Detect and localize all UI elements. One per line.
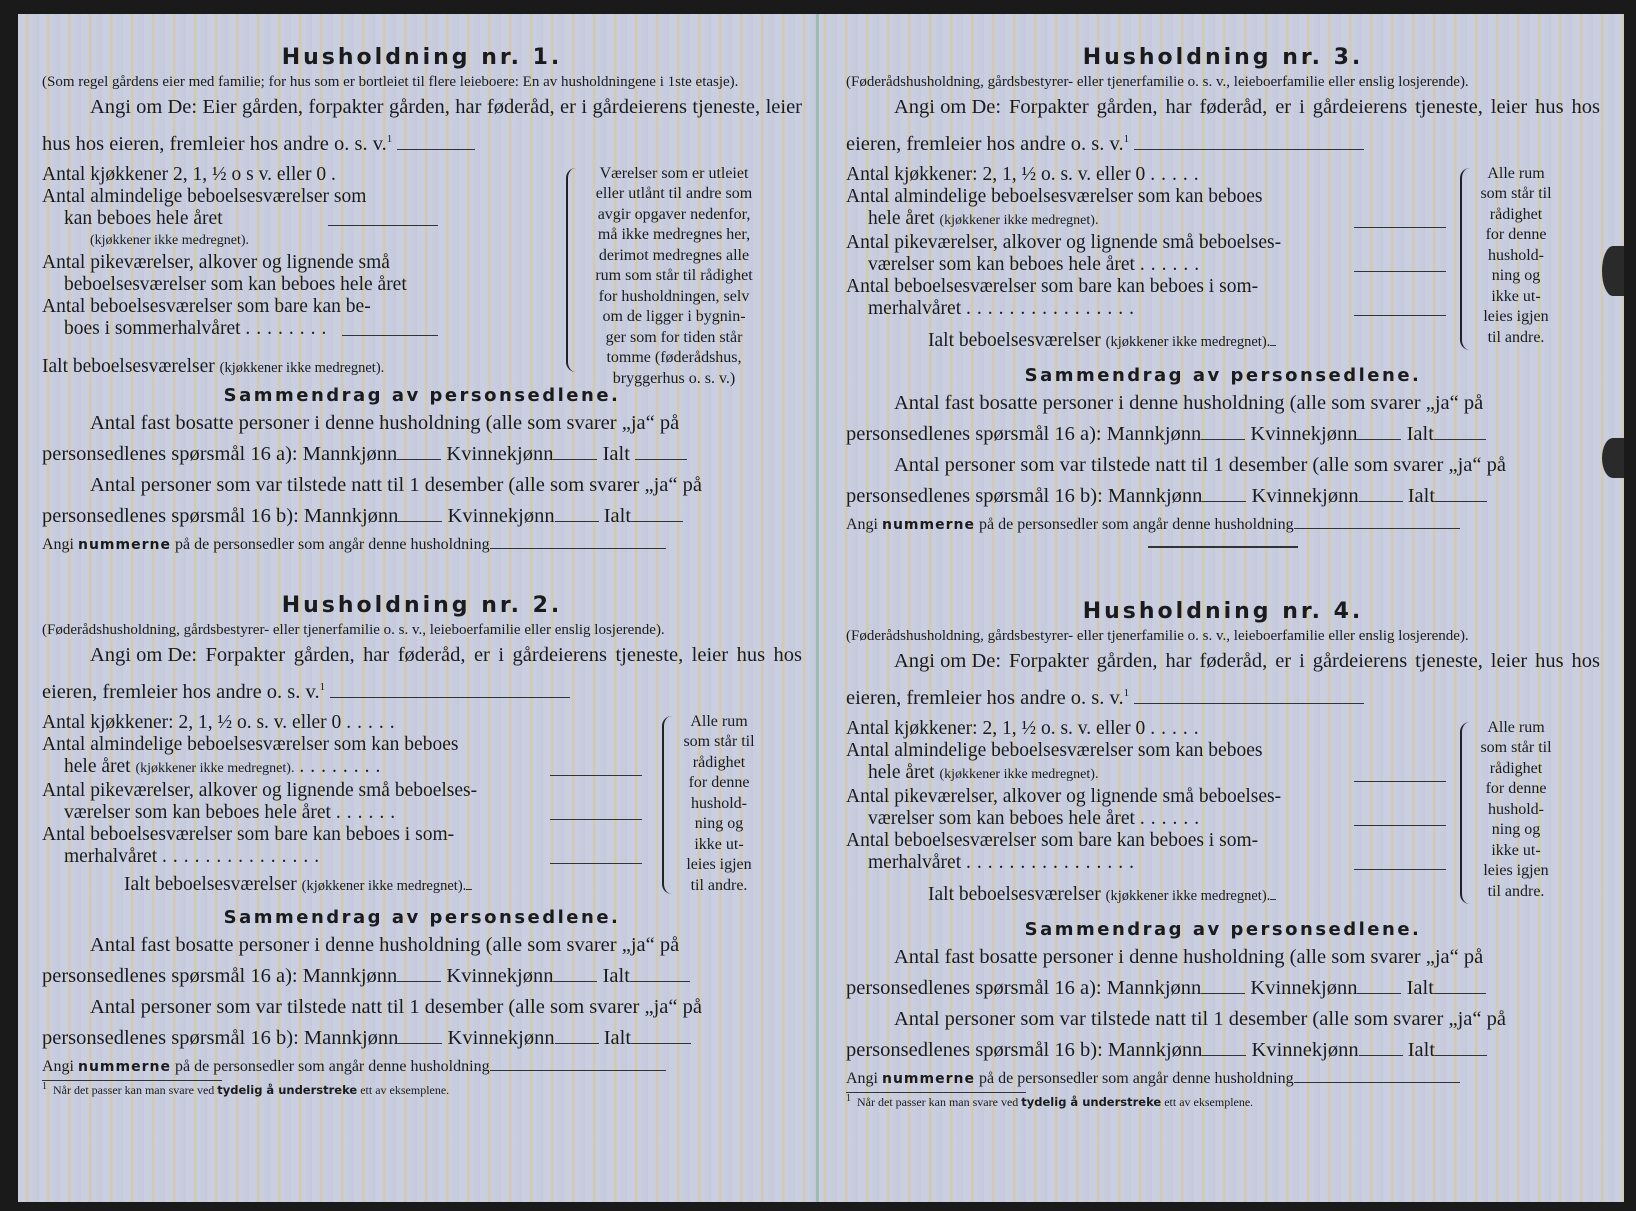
answer-line[interactable] <box>330 696 570 698</box>
kitchens-question: Antal kjøkkener: 2, 1, ½ o. s. v. eller 0 ..... <box>846 717 1205 739</box>
total-rooms: Ialt beboelsesværelser (kjøkkener ikke medregnet). <box>42 355 385 377</box>
rooms-instruction: Alle rum som står til rådighet for denne hushold- ning og ikke ut- leies igjen til andre. <box>683 712 755 894</box>
page-fold-crease <box>816 14 819 1202</box>
living-rooms-question-cont: hele året (kjøkkener ikke medregnet). <box>846 762 1446 786</box>
household-title: Husholdning nr. 4. <box>1082 599 1364 624</box>
maid-rooms-answer[interactable] <box>1354 271 1446 272</box>
summary-resident-question: Antal fast bosatte personer i denne husholdning (alle som svarer „ja“ på <box>894 945 1484 968</box>
footnote: $^1$ Når det passer kan man svare ved tydelig å understreke ett av eksemplene. <box>846 1092 1254 1109</box>
edge-damage <box>1602 438 1624 478</box>
living-rooms-note: (kjøkkener ikke medregnet). <box>90 232 249 248</box>
summary-present-answers: personsedlenes spørsmål 16 b): Mannkjønn Kvinnekjønn Ialt <box>846 481 1600 512</box>
room-counts <box>42 163 802 387</box>
summer-rooms-question-cont: merhalvåret ................ <box>846 298 1446 320</box>
person-numbers: Angi nummerne på de personsedler som angår denne husholdning <box>846 1068 1600 1090</box>
room-counts <box>846 718 1600 914</box>
summer-rooms-answer[interactable] <box>1354 869 1446 870</box>
living-rooms-answer[interactable] <box>1354 781 1446 782</box>
footnote-mark: 1 <box>319 681 326 693</box>
summary <box>846 942 1600 1066</box>
maid-rooms-question-cont: værelser som kan beboes hele året ...... <box>846 254 1446 276</box>
rooms-instruction: Alle rum som står til rådighet for denne hushold- ning og ikke ut- leies igjen til andre. <box>1480 718 1552 900</box>
rooms-instruction: Værelser som er utleiet eller utlånt til andre som avgir opgaver nedenfor, må ikke medregnes her, derimot medregnes alle rum som står til rådighet for husholdningen, selv om de ligger i bygnin- ger som for tiden står tomme (føderådshus, bryggerhus o. s. v.) <box>595 164 753 387</box>
room-questions <box>42 712 642 868</box>
household-intro: Angi om De: Forpakter gården, har føderåd, er i gårdeierens tjeneste, leier hus hos eieren, fremleier hos andre o. s. v.$^1$ <box>846 96 1601 155</box>
answer-line[interactable] <box>1134 148 1364 150</box>
summary-resident-answers: personsedlenes spørsmål 16 a): Mannkjønn Kvinnekjønn Ialt <box>42 439 802 470</box>
summary <box>42 930 802 1054</box>
summary-resident-answers: personsedlenes spørsmål 16 a): Mannkjønn Kvinnekjønn Ialt <box>846 973 1600 1004</box>
summary-present-answers: personsedlenes spørsmål 16 b): Mannkjønn Kvinnekjønn Ialt <box>846 1035 1600 1066</box>
summer-rooms-answer[interactable] <box>342 335 438 336</box>
maid-rooms-question-cont: værelser som kan beboes hele året ...... <box>846 808 1446 830</box>
maid-rooms-question-cont: værelser som kan beboes hele året ...... <box>42 802 642 824</box>
room-counts <box>42 712 802 900</box>
living-rooms-question: Antal almindelige beboelsesværelser som kan beboes <box>846 185 1263 207</box>
maid-rooms-answer[interactable] <box>550 819 642 820</box>
household-title: Husholdning nr. 2. <box>281 593 563 618</box>
maid-rooms-question: Antal pikeværelser, alkover og lignende små <box>42 251 390 273</box>
household-title: Husholdning nr. 1. <box>281 45 563 70</box>
intro-options[interactable]: Forpakter gården, har føderåd, er i gårdeierens tjeneste, leier hus hos eieren, fremleier hos andre o. s. v. <box>42 644 803 703</box>
summary-resident-answers: personsedlenes spørsmål 16 a): Mannkjønn Kvinnekjønn Ialt <box>42 961 802 992</box>
right-page <box>846 14 1600 1202</box>
room-counts <box>846 164 1600 360</box>
maid-rooms-question: Antal pikeværelser, alkover og lignende små beboelses- <box>846 785 1282 807</box>
summer-rooms-answer[interactable] <box>1354 315 1446 316</box>
total-rooms: Ialt beboelsesværelser (kjøkkener ikke medregnet). <box>928 330 1276 352</box>
living-rooms-question: Antal almindelige beboelsesværelser som kan beboes <box>42 733 459 755</box>
maid-rooms-question: Antal pikeværelser, alkover og lignende små beboelses- <box>846 231 1282 253</box>
summary-present-question: Antal personer som var tilstede natt til 1 desember (alle som svarer „ja“ på <box>90 995 702 1018</box>
section-divider <box>1148 546 1298 548</box>
intro-options[interactable]: Forpakter gården, har føderåd, er i gårdeierens tjeneste, leier hus hos eieren, fremleier hos andre o. s. v. <box>846 96 1601 155</box>
living-rooms-question-cont: hele året (kjøkkener ikke medregnet). <box>846 208 1446 232</box>
maid-rooms-answer[interactable] <box>1354 825 1446 826</box>
summary-present-question: Antal personer som var tilstede natt til 1 desember (alle som svarer „ja“ på <box>894 1007 1506 1030</box>
summary-title: Sammendrag av personsedlene. <box>223 906 621 928</box>
living-rooms-answer[interactable] <box>328 225 438 226</box>
room-questions <box>846 164 1446 320</box>
household-note: (Føderådshusholdning, gårdsbestyrer- eller tjenerfamilie o. s. v., leieboerfamilie eller enslig losjerende). <box>846 74 1469 90</box>
summary-present-question: Antal personer som var tilstede natt til 1 desember (alle som svarer „ja“ på <box>894 453 1506 476</box>
summary-resident-question: Antal fast bosatte personer i denne husholdning (alle som svarer „ja“ på <box>894 391 1484 414</box>
kitchens-question: Antal kjøkkener: 2, 1, ½ o. s. v. eller 0 ..... <box>42 711 401 733</box>
household-intro <box>42 91 802 160</box>
answer-line[interactable] <box>1134 702 1364 704</box>
maid-rooms-question: Antal pikeværelser, alkover og lignende små beboelses- <box>42 779 478 801</box>
person-numbers: Angi nummerne på de personsedler som angår denne husholdning <box>42 534 802 556</box>
household-1 <box>42 44 802 556</box>
living-rooms-question: Antal almindelige beboelsesværelser som <box>42 185 367 207</box>
room-questions <box>42 164 454 340</box>
kitchens-question: Antal kjøkkener 2, 1, ½ o s v. eller 0 . <box>42 163 336 185</box>
household-intro: Angi om De: Forpakter gården, har føderåd, er i gårdeierens tjeneste, leier hus hos eieren, fremleier hos andre o. s. v.$^1$ <box>846 650 1601 709</box>
summary-resident-question: Antal fast bosatte personer i denne husholdning (alle som svarer „ja“ på <box>90 411 680 434</box>
summary <box>42 408 802 532</box>
total-rooms: Ialt beboelsesværelser (kjøkkener ikke medregnet). <box>928 884 1276 906</box>
edge-damage <box>1602 246 1624 296</box>
summary-resident-question: Antal fast bosatte personer i denne husholdning (alle som svarer „ja“ på <box>90 933 680 956</box>
living-rooms-question-cont: hele året (kjøkkener ikke medregnet). ........ <box>42 756 642 780</box>
summary-title: Sammendrag av personsedlene. <box>1024 918 1422 940</box>
household-title: Husholdning nr. 3. <box>1082 45 1364 70</box>
summary-title: Sammendrag av personsedlene. <box>223 384 621 406</box>
living-rooms-answer[interactable] <box>550 775 642 776</box>
household-3 <box>846 44 1600 548</box>
summary-present-answers: personsedlenes spørsmål 16 b): Mannkjønn Kvinnekjønn Ialt <box>42 501 802 532</box>
household-note: (Som regel gårdens eier med familie; for hus som er bortleiet til flere leieboere: En av husholdningene i 1ste etasje). <box>42 74 739 90</box>
footnote-mark: 1 <box>386 133 393 145</box>
person-numbers: Angi nummerne på de personsedler som angår denne husholdning <box>846 514 1600 536</box>
summer-rooms-answer[interactable] <box>550 863 642 864</box>
footnote-mark: 1 <box>1123 133 1130 145</box>
summary-title: Sammendrag av personsedlene. <box>1024 364 1422 386</box>
summary <box>846 388 1600 512</box>
intro-head: Angi om De: <box>90 96 198 118</box>
summary-present-answers: personsedlenes spørsmål 16 b): Mannkjønn Kvinnekjønn Ialt <box>42 1023 802 1054</box>
footnote: $^1$ Når det passer kan man svare ved tydelig å understreke ett av eksemplene. <box>42 1080 450 1097</box>
living-rooms-question-cont: kan beboes hele året <box>42 208 454 230</box>
person-numbers: Angi nummerne på de personsedler som angår denne husholdning <box>42 1056 802 1078</box>
intro-options[interactable]: Eier gården, forpakter gården, har føderåd, er i gårdeierens tjeneste, leier hus hos eieren, fremleier hos andre o. s. v. <box>42 96 803 155</box>
summary-resident-answers: personsedlenes spørsmål 16 a): Mannkjønn Kvinnekjønn Ialt <box>846 419 1600 450</box>
summer-rooms-question-cont: merhalvåret ............... <box>42 846 642 868</box>
summary-present-question: Antal personer som var tilstede natt til 1 desember (alle som svarer „ja“ på <box>90 473 702 496</box>
summer-rooms-question: Antal beboelsesværelser som bare kan beboes i som- <box>846 275 1259 297</box>
living-rooms-question: Antal almindelige beboelsesværelser som kan beboes <box>846 739 1263 761</box>
rooms-instruction: Alle rum som står til rådighet for denne hushold- ning og ikke ut- leies igjen til andre. <box>1480 164 1552 346</box>
household-note: (Føderådshusholdning, gårdsbestyrer- eller tjenerfamilie o. s. v., leieboerfamilie eller enslig losjerende). <box>42 622 665 638</box>
total-rooms: Ialt beboelsesværelser (kjøkkener ikke medregnet). <box>124 874 472 896</box>
household-note: (Føderådshusholdning, gårdsbestyrer- eller tjenerfamilie o. s. v., leieboerfamilie eller enslig losjerende). <box>846 628 1469 644</box>
left-page <box>42 14 802 1202</box>
summer-rooms-question: Antal beboelsesværelser som bare kan be- <box>42 295 371 317</box>
summer-rooms-question-cont: boes i sommerhalvåret ........ <box>42 318 454 340</box>
household-4 <box>846 598 1600 1110</box>
summer-rooms-question: Antal beboelsesværelser som bare kan beboes i som- <box>846 829 1259 851</box>
census-form-sheet <box>18 14 1624 1202</box>
intro-options[interactable]: Forpakter gården, har føderåd, er i gårdeierens tjeneste, leier hus hos eieren, fremleier hos andre o. s. v. <box>846 650 1601 709</box>
living-rooms-answer[interactable] <box>1354 227 1446 228</box>
household-intro: Angi om De: Forpakter gården, har føderåd, er i gårdeierens tjeneste, leier hus hos eieren, fremleier hos andre o. s. v.$^1$ <box>42 644 803 703</box>
maid-rooms-question-cont: beboelsesværelser som kan beboes hele året <box>64 273 407 295</box>
kitchens-question: Antal kjøkkener: 2, 1, ½ o. s. v. eller 0 ..... <box>846 163 1205 185</box>
footnote-mark: 1 <box>1123 687 1130 699</box>
summer-rooms-question: Antal beboelsesværelser som bare kan beboes i som- <box>42 823 455 845</box>
room-questions <box>846 718 1446 874</box>
household-2 <box>42 592 802 1098</box>
answer-line[interactable] <box>397 148 475 150</box>
summer-rooms-question-cont: merhalvåret ................ <box>846 852 1446 874</box>
